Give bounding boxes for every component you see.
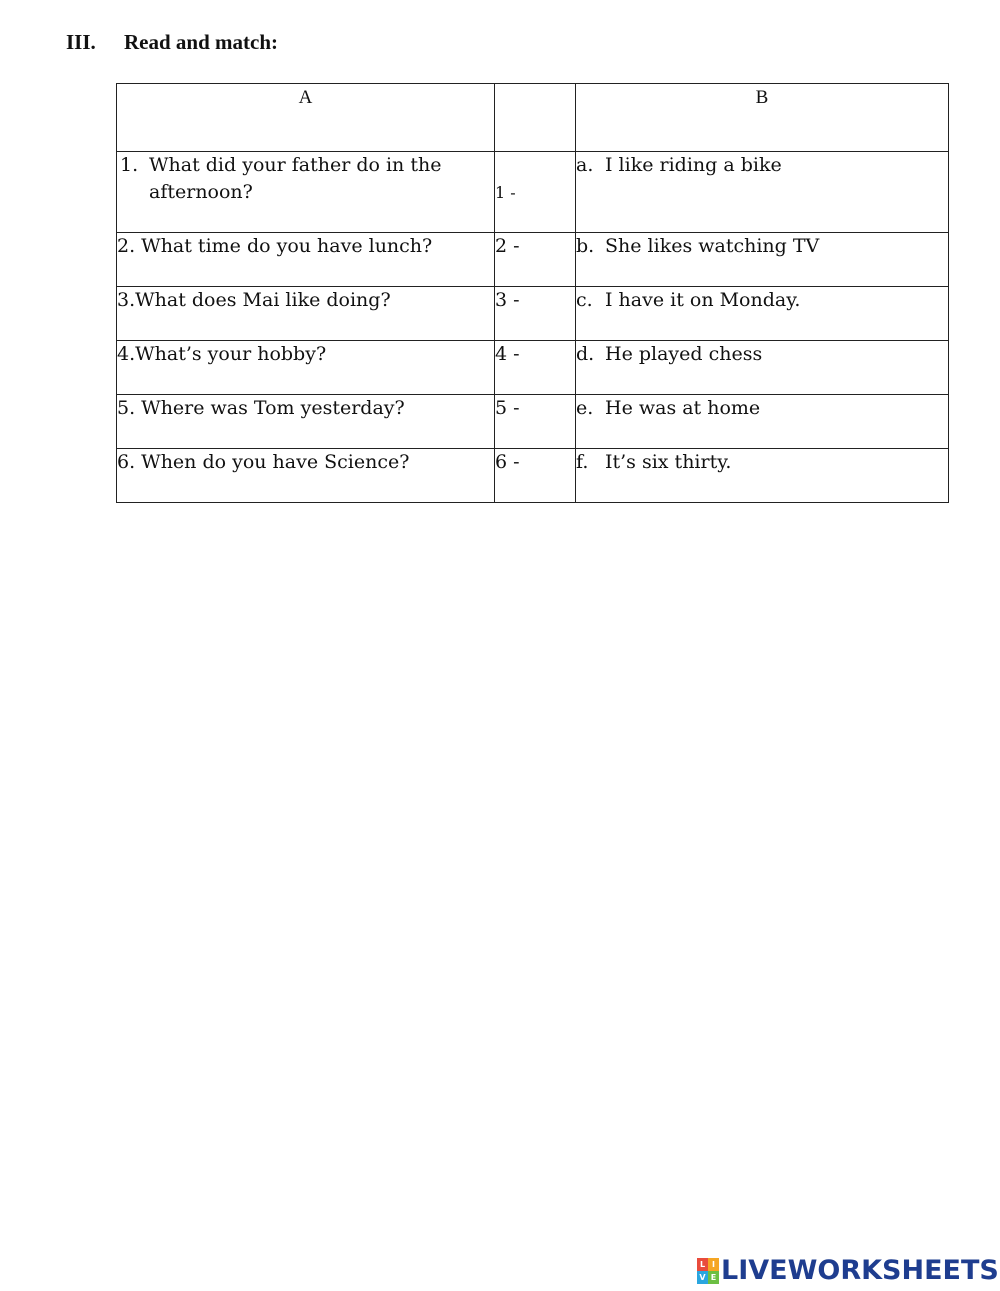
question-cell: 6. When do you have Science? — [117, 449, 495, 503]
option-text: It’s six thirty. — [605, 451, 732, 473]
option-text: I have it on Monday. — [605, 289, 801, 311]
option-letter: e. — [576, 397, 594, 419]
logo-mark-l: L — [697, 1258, 708, 1271]
answer-slot[interactable]: 3 - — [495, 287, 576, 341]
matching-table — [116, 83, 949, 503]
column-answer-header — [495, 84, 576, 152]
option-letter: b. — [576, 235, 595, 257]
option-text: He was at home — [605, 397, 761, 419]
table-row — [117, 341, 949, 395]
answer-slot[interactable]: 2 - — [495, 233, 576, 287]
answer-option-cell — [576, 395, 949, 449]
section-number: III. — [66, 30, 96, 54]
table-row — [117, 449, 949, 503]
question-cell: 3.What does Mai like doing? — [117, 287, 495, 341]
answer-slot[interactable]: 4 - — [495, 341, 576, 395]
answer-slot[interactable]: 1 - — [495, 152, 576, 233]
column-b-header: B — [576, 84, 949, 152]
question-cell: 2. What time do you have lunch? — [117, 233, 495, 287]
answer-option-cell — [576, 341, 949, 395]
question-cell — [117, 152, 495, 233]
option-letter: c. — [576, 289, 593, 311]
option-letter: f. — [576, 451, 589, 473]
section-heading — [66, 30, 278, 55]
answer-option-cell — [576, 152, 949, 233]
logo-text: LIVEWORKSHEETS — [721, 1255, 999, 1286]
question-cell: 4.What’s your hobby? — [117, 341, 495, 395]
logo-mark-icon — [697, 1258, 719, 1284]
option-text: I like riding a bike — [605, 154, 782, 176]
option-text: She likes watching TV — [605, 235, 820, 257]
logo-mark-v: V — [697, 1271, 708, 1284]
logo-mark-i: I — [708, 1258, 719, 1271]
table-row — [117, 395, 949, 449]
table-header-row — [117, 84, 949, 152]
option-letter: a. — [576, 154, 594, 176]
table-row — [117, 233, 949, 287]
question-cell: 5. Where was Tom yesterday? — [117, 395, 495, 449]
answer-option-cell — [576, 233, 949, 287]
table-row — [117, 152, 949, 233]
liveworksheets-logo[interactable] — [697, 1256, 999, 1286]
answer-option-cell — [576, 287, 949, 341]
answer-slot[interactable]: 6 - — [495, 449, 576, 503]
logo-mark-e: E — [708, 1271, 719, 1284]
table-row — [117, 287, 949, 341]
option-letter: d. — [576, 343, 595, 365]
answer-option-cell — [576, 449, 949, 503]
section-title: Read and match: — [124, 30, 279, 54]
question-number: 1. — [120, 154, 139, 176]
question-text: What did your father do in the afternoon? — [149, 154, 442, 203]
answer-slot[interactable]: 5 - — [495, 395, 576, 449]
column-a-header: A — [117, 84, 495, 152]
option-text: He played chess — [605, 343, 763, 365]
